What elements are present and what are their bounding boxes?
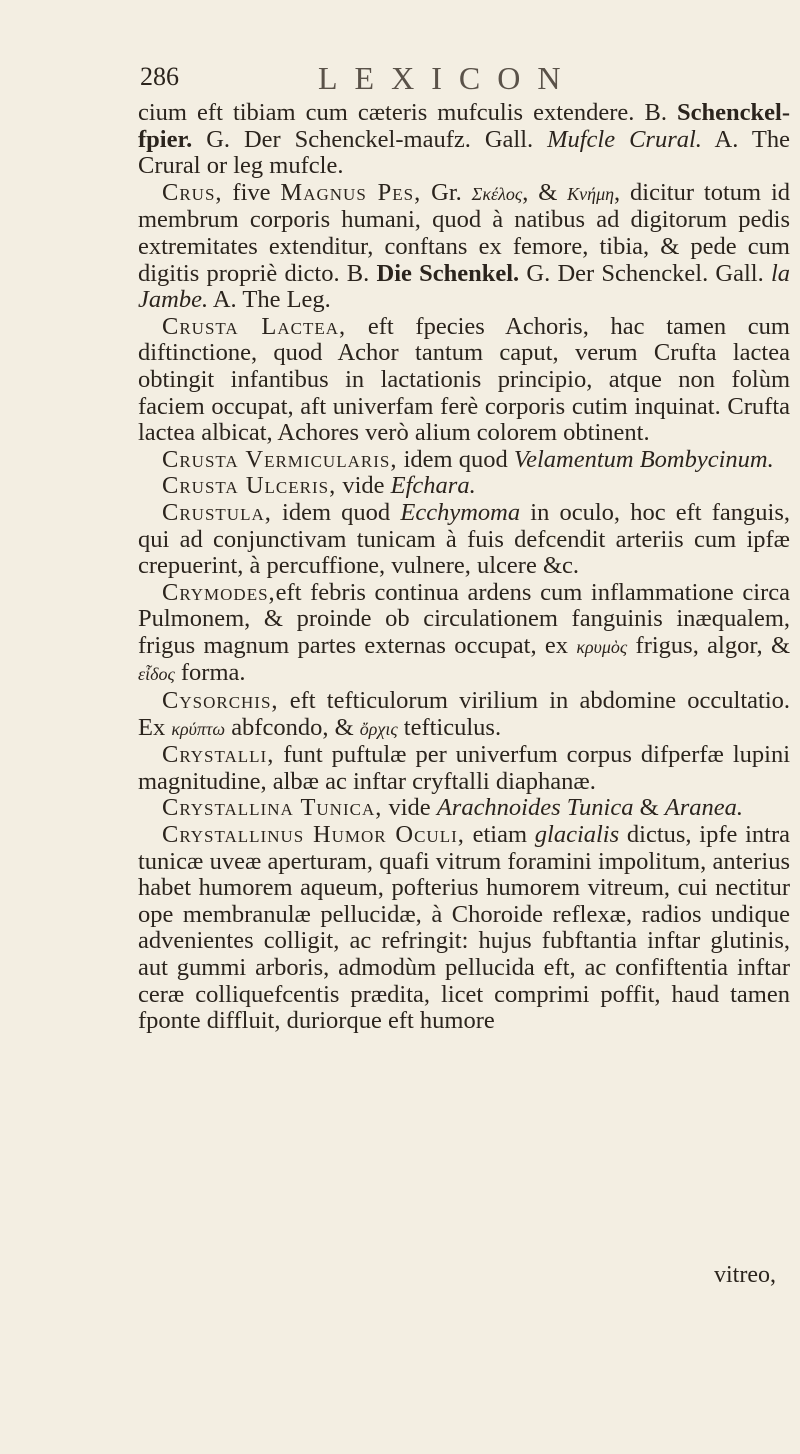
headword: Crusta Vermicularis, (162, 445, 398, 473)
entry-text: cium eft tibiam cum cæteris mufculis extendere. B. (138, 99, 678, 126)
entry-text: G. Der Schenckel-maufz. Gall. (192, 125, 548, 153)
french-term: Mufcle Crural. (547, 125, 702, 153)
headword: Crusta Ulceris, (162, 472, 337, 500)
entry-text: G. Der Schenckel. Gall. (519, 259, 771, 287)
headword: Magnus Pes, (280, 178, 422, 206)
entry-text: five (222, 178, 281, 206)
headword: Crus, (162, 178, 223, 206)
entry-text: idem quod (397, 445, 514, 473)
entry-text: etiam (464, 821, 535, 849)
entry-text: abfcondo, & (225, 713, 360, 741)
headword: Crymodes, (162, 578, 276, 606)
entry-continuation (138, 100, 790, 180)
running-head: LEXICON (318, 60, 578, 96)
entry-text: vide (336, 472, 391, 500)
cross-reference: Velamentum Bombycinum. (513, 445, 774, 473)
headword: Crystalli, (162, 741, 275, 769)
page-header (0, 62, 800, 96)
entry-crusta-lactea (138, 314, 790, 447)
greek-word: εἶδος (138, 664, 175, 685)
entry-crystallina-tunica (138, 795, 790, 822)
entry-text: A. The Crural or leg mufcle. (138, 125, 790, 180)
synonym-term: glacialis (534, 821, 620, 849)
entry-text: , & (522, 178, 568, 206)
cross-reference: Aranea. (664, 794, 744, 822)
page-number: 286 (140, 62, 179, 91)
entry-text: & (633, 794, 665, 822)
entry-text: eft tefticulorum virilium in abdomine occultatio. Ex (138, 687, 790, 741)
greek-word: ὄρχις (359, 718, 398, 739)
entry-crystalli (138, 742, 790, 795)
greek-word: Σκέλος (471, 183, 523, 204)
cross-reference: Ecchymoma (400, 498, 521, 526)
greek-word: Κνήμη (567, 183, 615, 204)
entry-text: in oculo, hoc eft fanguis, qui ad conjunctivam tunicam à fuis defcendit arteriis cum ipfæ crepuerint, à percuffione, vulnere, ulcere &c. (138, 498, 791, 580)
headword: Crystallinus Humor Oculi, (162, 821, 465, 849)
entry-text: funt puftulæ per univerfum corpus difperfæ lupini magnitudine, albæ ac inftar cryftalli diaphanæ. (138, 741, 790, 795)
entry-cysorchis (138, 688, 790, 742)
entry-text: eft febris continua ardens cum inflammatione circa Pulmonem, & proinde ob circulationem fanguinis inæqualem, frigus magnum partes externas occupat, ex (138, 578, 790, 659)
german-term: Schenckel-fpier. (138, 99, 790, 153)
entry-text: forma. (174, 659, 246, 687)
entry-text: , dicitur totum id membrum corporis humani, quod à natibus ad digitorum pedis extremitates extenditur, conftans ex femore, tibia, & pede cum digitis propriè dicto. B. (138, 178, 791, 287)
entry-text: vide (382, 794, 437, 822)
entry-text: A. The Leg. (208, 286, 331, 314)
entry-text: Gr. (421, 178, 472, 206)
entry-text: eft fpecies Achoris, hac tamen cum diftinctione, quod Achor tantum caput, verum Crufta lactea obtingit infantibus in lactationis principio, atque non folùm faciem occupat, aft univerfam ferè corporis cutim inquinat. Crufta lactea albicat, Achores verò alium colorem obtinent. (138, 312, 790, 447)
entry-crus (138, 180, 790, 314)
entry-text: tefticulus. (397, 713, 502, 741)
entry-crystallinus-humor (138, 822, 790, 1035)
headword: Cysorchis, (162, 687, 279, 715)
entry-text: dictus, ipfe intra tunicæ uveæ aperturam, quafi vitrum foramini impolitum, anterius habet humorem aqueum, pofterius humorem vitreum, cui nectitur ope membranulæ pellucidæ, à Choroide reflexæ, radios undique advenientes colligit, ac refringit: hujus fubftantia inftar glutinis, aut gummi arboris, admodùm pellucida eft, ac confiftentia inftar ceræ colliquefcentis prædita, licet comprimi poffit, haud tamen fponte diffluit, duriorque eft humore (138, 821, 790, 1035)
cross-reference: Efchara. (390, 472, 476, 500)
headword: Crystallina Tunica, (162, 794, 383, 822)
entry-text: idem quod (271, 498, 401, 526)
lexicon-column (138, 100, 790, 1035)
entry-crusta-ulceris (138, 473, 790, 500)
entry-text: frigus, algor, & (627, 631, 791, 659)
catchword: vitreo, (714, 1262, 776, 1288)
cross-reference: Arachnoides Tunica (436, 794, 634, 822)
entry-crymodes (138, 580, 790, 688)
greek-word: κρυμὸς (576, 636, 628, 657)
entry-crustula (138, 500, 790, 580)
german-term: Die Schenkel. (376, 259, 520, 287)
entry-crusta-vermicularis (138, 447, 790, 474)
headword: Crustula, (162, 498, 272, 526)
french-term: la Jambe. (138, 259, 791, 314)
greek-word: κρύπτω (171, 718, 226, 739)
headword: Crusta Lactea, (162, 312, 347, 340)
